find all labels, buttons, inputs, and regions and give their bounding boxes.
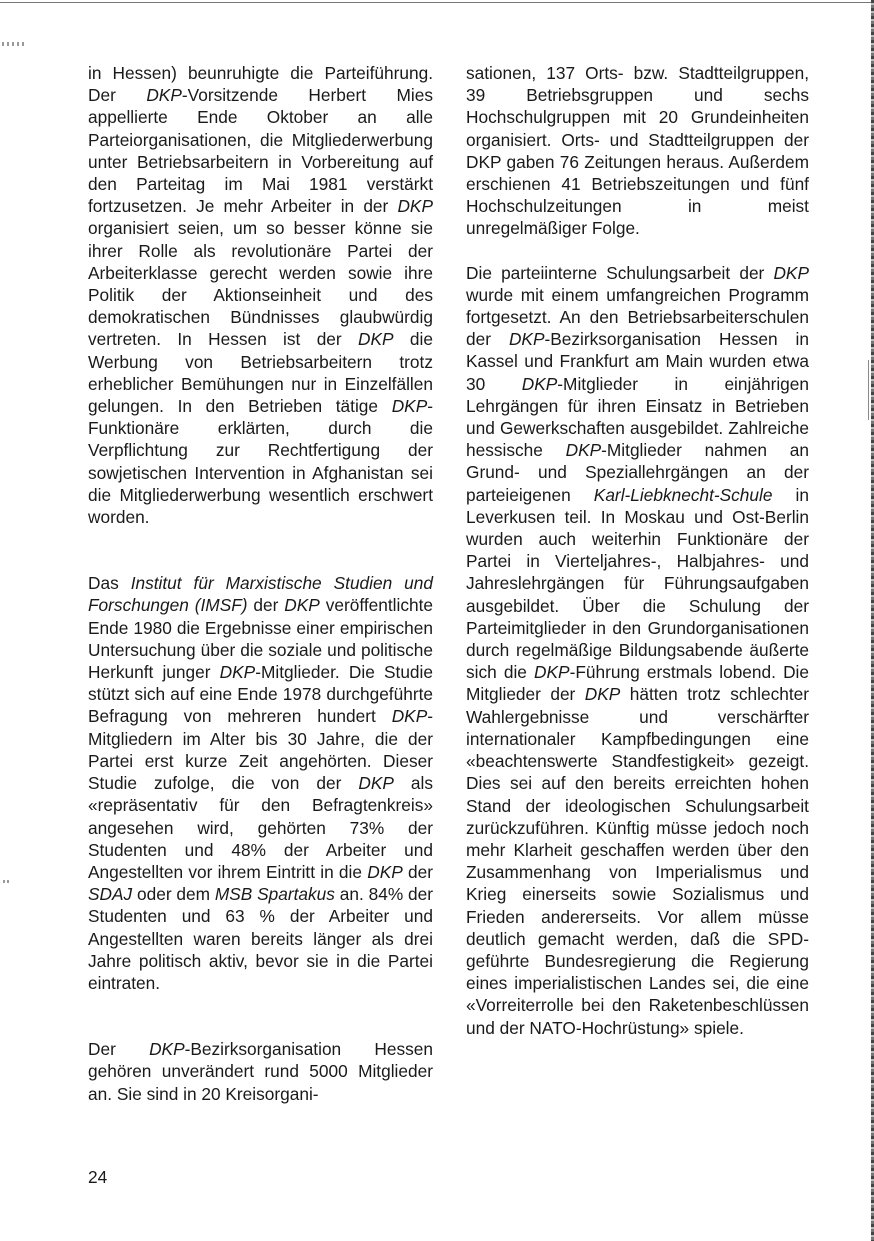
italic-text: DKP	[584, 684, 621, 705]
italic-text: DKP	[219, 662, 256, 683]
paragraph	[466, 62, 809, 240]
text-run: veröffentlichte Ende 1980 die Ergebnisse einer empirischen Untersuchung über die soziale und politische Herkunft junger	[88, 595, 433, 683]
italic-text: SDAJ	[88, 884, 133, 905]
paragraph	[88, 1038, 433, 1105]
paragraph	[88, 572, 433, 994]
text-run: der	[402, 861, 433, 882]
text-run: als «repräsentativ für den Befragtenkreis» angesehen wird, gehörten 73% der Studenten und 48% der Arbeiter und Angestellten vor ihrem Eintritt in die	[88, 773, 433, 882]
text-run: in Leverkusen teil. In Moskau und Ost-Berlin wurden auch weiterhin Funktionäre der Partei in Vierteljahres-, Halbjahres- und Jahreslehrgängen für Führungsaufgaben ausgebildet. Über die Schulung der Parteimitglieder in den Grundorganisationen durch regelmäßige Bildungsabende äußerte sich die	[466, 484, 809, 683]
scan-artifact	[3, 880, 11, 883]
italic-text: DKP	[391, 706, 428, 727]
page-top-edge	[0, 2, 874, 3]
text-run: -Bezirksorganisation Hessen gehören unverändert rund 5000 Mitglieder an. Sie sind in 20 Kreisorgani-	[88, 1039, 433, 1104]
text-run: -Bezirksorganisation Hessen in Kassel und Frankfurt am Main wurden etwa 30	[466, 329, 809, 394]
text-run: in Hessen) beunruhigte die Parteiführung. Der	[88, 63, 433, 106]
text-run: oder dem	[132, 884, 215, 905]
italic-text: DKP	[146, 85, 182, 106]
italic-text: MSB Spartakus	[214, 884, 335, 905]
text-run: Die parteiinterne Schulungsarbeit der	[466, 262, 774, 283]
italic-text: DKP	[773, 262, 809, 283]
paragraph	[466, 262, 809, 1039]
italic-text: DKP	[397, 196, 433, 217]
text-run: die Werbung von Betriebsarbeitern trotz erheblicher Bemühungen nur in Einzelfällen gelungen. In den Betrieben tätige	[88, 329, 433, 417]
italic-text: DKP	[534, 662, 570, 683]
text-run: -Vorsitzende Herbert Mies appellierte Ende Oktober an alle Parteiorganisationen, die Mitgliederwerbung unter Betriebsarbeitern in Vorbereitung auf den Parteitag im Mai 1981 verstärkt fortzusetzen. Je mehr Arbeiter in der	[88, 85, 433, 217]
italic-text: DKP	[508, 329, 545, 350]
italic-text: Institut für Marxistische Studien und Forschungen (IMSF)	[88, 573, 433, 616]
text-run: hätten trotz schlechter Wahlergebnisse und verschärfter internationaler Kampfbedingungen eine «beachtenswerte Standfestigkeit» gezeigt. Dies sei auf den bereits erreichten hohen Stand der ideologischen Schulungsarbeit zurückzuführen. Künftig müsse jedoch noch mehr Klarheit geschaffen werden über den Zusammenhang von Imperialismus und Krieg einerseits sowie Sozialismus und Frieden andererseits. Vor allem müsse deutlich gemacht werden, daß die SPD-geführte Bundesregierung die Regierung eines imperialistischen Landes sei, die eine «Vorreiterrolle bei den Raketenbeschlüssen und der NATO-Hochrüstung» spiele.	[466, 684, 809, 1038]
text-run: -Mitglieder. Die Studie stützt sich auf eine Ende 1978 durchgeführte Befragung von mehreren hundert	[88, 662, 433, 727]
text-run: wurde mit einem umfangreichen Programm fortgesetzt. An den Betriebsarbeiterschulen der	[466, 284, 809, 350]
text-run: sationen, 137 Orts- bzw. Stadtteilgruppen, 39 Betriebsgruppen und sechs Hochschulgruppen mit 20 Grundeinheiten organisiert. Orts- und Stadtteilgruppen der DKP gaben 76 Zeitungen heraus. Außerdem erschienen 41 Betriebszeitungen und fünf Hochschulzeitungen in meist unregelmäßiger Folge.	[466, 63, 809, 239]
italic-text: DKP	[367, 861, 403, 882]
scan-edge-line	[868, 360, 869, 420]
left-column	[88, 62, 433, 1105]
text-run: -Mitglieder in einjährigen Lehrgängen für ihren Einsatz in Betrieben und Gewerkschaften ausgebildet. Zahlreiche hessische	[466, 373, 809, 461]
italic-text: DKP	[391, 396, 428, 417]
italic-text: DKP	[149, 1039, 185, 1060]
text-run: organisiert seien, um so besser könne sie ihrer Rolle als revolutionäre Partei der Arbeiterklasse gerecht werden sowie ihre Politik der Aktionseinheit und des demokratischen Bündnisses glaubwürdig vertreten. In Hessen ist der	[88, 218, 433, 350]
text-run: -Funktionäre erklärten, durch die Verpflichtung zur Rechtfertigung der sowjetischen Intervention in Afghanistan sei die Mitgliederwerbung wesentlich erschwert worden.	[88, 396, 433, 528]
page-number: 24	[88, 1167, 108, 1187]
right-column	[466, 62, 809, 1039]
text-run: -Mitgliedern im Alter bis 30 Jahre, die der Partei erst kurze Zeit angehörten. Dieser Studie zufolge, die von der	[88, 706, 433, 794]
text-run: -Mitglieder nahmen an Grund- und Speziallehrgängen an der parteieigenen	[466, 440, 809, 505]
text-run: -Führung erstmals lobend. Die Mitglieder der	[466, 662, 809, 705]
italic-text: DKP	[358, 329, 394, 350]
text-run: Das	[88, 573, 131, 594]
text-run: der	[247, 595, 285, 616]
italic-text: DKP	[521, 373, 558, 394]
italic-text: DKP	[284, 595, 320, 616]
text-run: an. 84% der Studenten und 63 % der Arbeiter und Angestellten waren bereits länger als drei Jahre politisch aktiv, bevor sie in die Partei eintraten.	[88, 884, 433, 993]
italic-text: Karl-Liebknecht-Schule	[593, 484, 773, 505]
italic-text: DKP	[358, 773, 394, 794]
text-run: Der	[88, 1039, 150, 1060]
paragraph	[88, 62, 433, 528]
scan-artifact	[2, 42, 24, 46]
italic-text: DKP	[565, 440, 602, 461]
